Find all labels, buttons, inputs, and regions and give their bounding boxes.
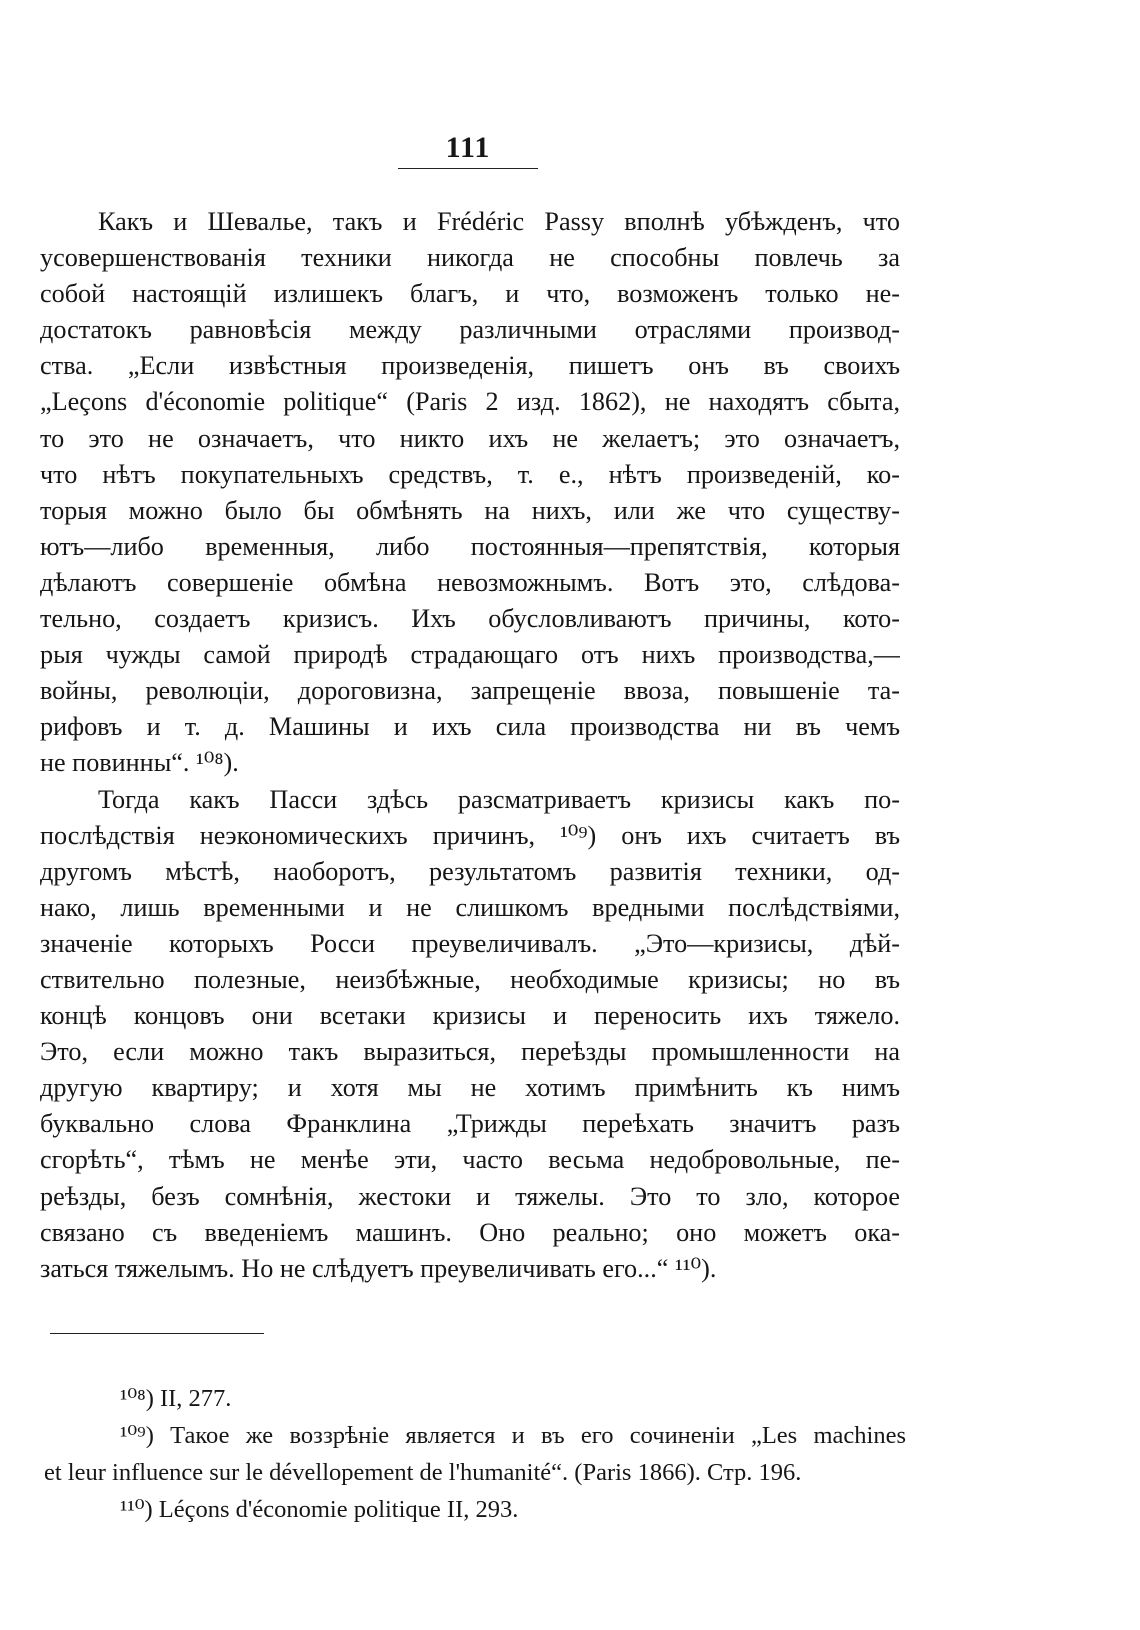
text-line: то это не означаетъ, что никто ихъ не желаетъ; это означаетъ, [40,423,900,453]
footnote-rule [50,1333,264,1334]
text-line: Тогда какъ Пасси здѣсь разсматриваетъ кризисы какъ по- [98,784,900,814]
text-line: буквально слова Франклина „Трижды переѣхать значитъ разъ [40,1109,900,1139]
text-line: торыя можно было бы обмѣнять на нихъ, или же что существу- [40,495,900,525]
text-line: не повинны“. ¹⁰⁸). [40,748,239,778]
footnote-109-continued: et leur influence sur le dévellopement de l'humanité“. (Paris 1866). Стр. 196. [44,1459,802,1486]
text-line: связано съ введеніемъ машинъ. Оно реально; оно можетъ ока- [40,1217,900,1247]
text-line: рифовъ и т. д. Машины и ихъ сила производства ни въ чемъ [40,712,900,742]
text-line: собой настоящій излишекъ благъ, и что, возможенъ только не- [40,279,900,309]
text-line: другомъ мѣстѣ, наоборотъ, результатомъ развитія техники, од- [40,856,900,886]
paragraph-2 [40,782,900,1287]
text-line: Это, если можно такъ выразиться, переѣзды промышленности на [40,1037,900,1067]
text-line: войны, революціи, дороговизна, запрещеніе ввоза, повышеніе та- [40,676,900,706]
text-line: ютъ—либо временныя, либо постоянныя—препятствія, которыя [40,531,900,561]
text-line: нако, лишь временными и не слишкомъ вредными послѣдствіями, [40,892,900,922]
text-line: Какъ и Шевалье, такъ и Frédéric Passy вполнѣ убѣжденъ, что [98,207,900,236]
text-line: дѣлаютъ совершеніе обмѣна невозможнымъ. Вотъ это, слѣдова- [40,567,900,597]
footnote-109: ¹⁰⁹) Такое же воззрѣніе является и въ его сочиненіи „Les machines [120,1422,906,1449]
text-line: что нѣтъ покупательныхъ средствъ, т. е., нѣтъ произведеній, ко- [40,459,900,489]
text-line: значеніе которыхъ Росси преувеличивалъ. „Это—кризисы, дѣй- [40,928,900,958]
footnote-110: ¹¹⁰) Léçons d'économie politique II, 293. [120,1496,519,1523]
text-line: другую квартиру; и хотя мы не хотимъ примѣнить къ нимъ [40,1073,900,1103]
text-line: рыя чужды самой природѣ страдающаго отъ нихъ производства,— [40,640,900,670]
body-text [40,204,900,1287]
text-line: ства. „Если извѣстныя произведенія, пишетъ онъ въ своихъ [40,351,900,381]
text-line: реѣзды, безъ сомнѣнія, жестоки и тяжелы. Это то зло, которое [40,1181,900,1211]
text-line: достатокъ равновѣсія между различными отраслями производ- [40,315,900,345]
footnotes [44,1380,906,1528]
text-line: заться тяжелымъ. Но не слѣдуетъ преувеличивать его...“ ¹¹⁰). [40,1253,717,1283]
page-number: 111 [398,132,538,169]
text-line: тельно, создаетъ кризисъ. Ихъ обусловливаютъ причины, кото- [40,604,900,634]
text-line: концѣ концовъ они всетаки кризисы и переносить ихъ тяжело. [40,1001,900,1031]
text-line: „Leçons d'économie politique“ (Paris 2 изд. 1862), не находятъ сбыта, [40,387,900,417]
text-line: ствительно полезные, неизбѣжные, необходимые кризисы; но въ [40,964,900,994]
text-line: сгорѣть“, тѣмъ не менѣе эти, часто весьма недобровольные, пе- [40,1145,900,1175]
paragraph-1 [40,204,900,782]
text-line: послѣдствія неэкономическихъ причинъ, ¹⁰⁹) онъ ихъ считаетъ въ [40,820,900,850]
footnote-108: ¹⁰⁸) II, 277. [120,1385,232,1412]
text-line: усовершенствованія техники никогда не способны повлечь за [40,243,900,273]
